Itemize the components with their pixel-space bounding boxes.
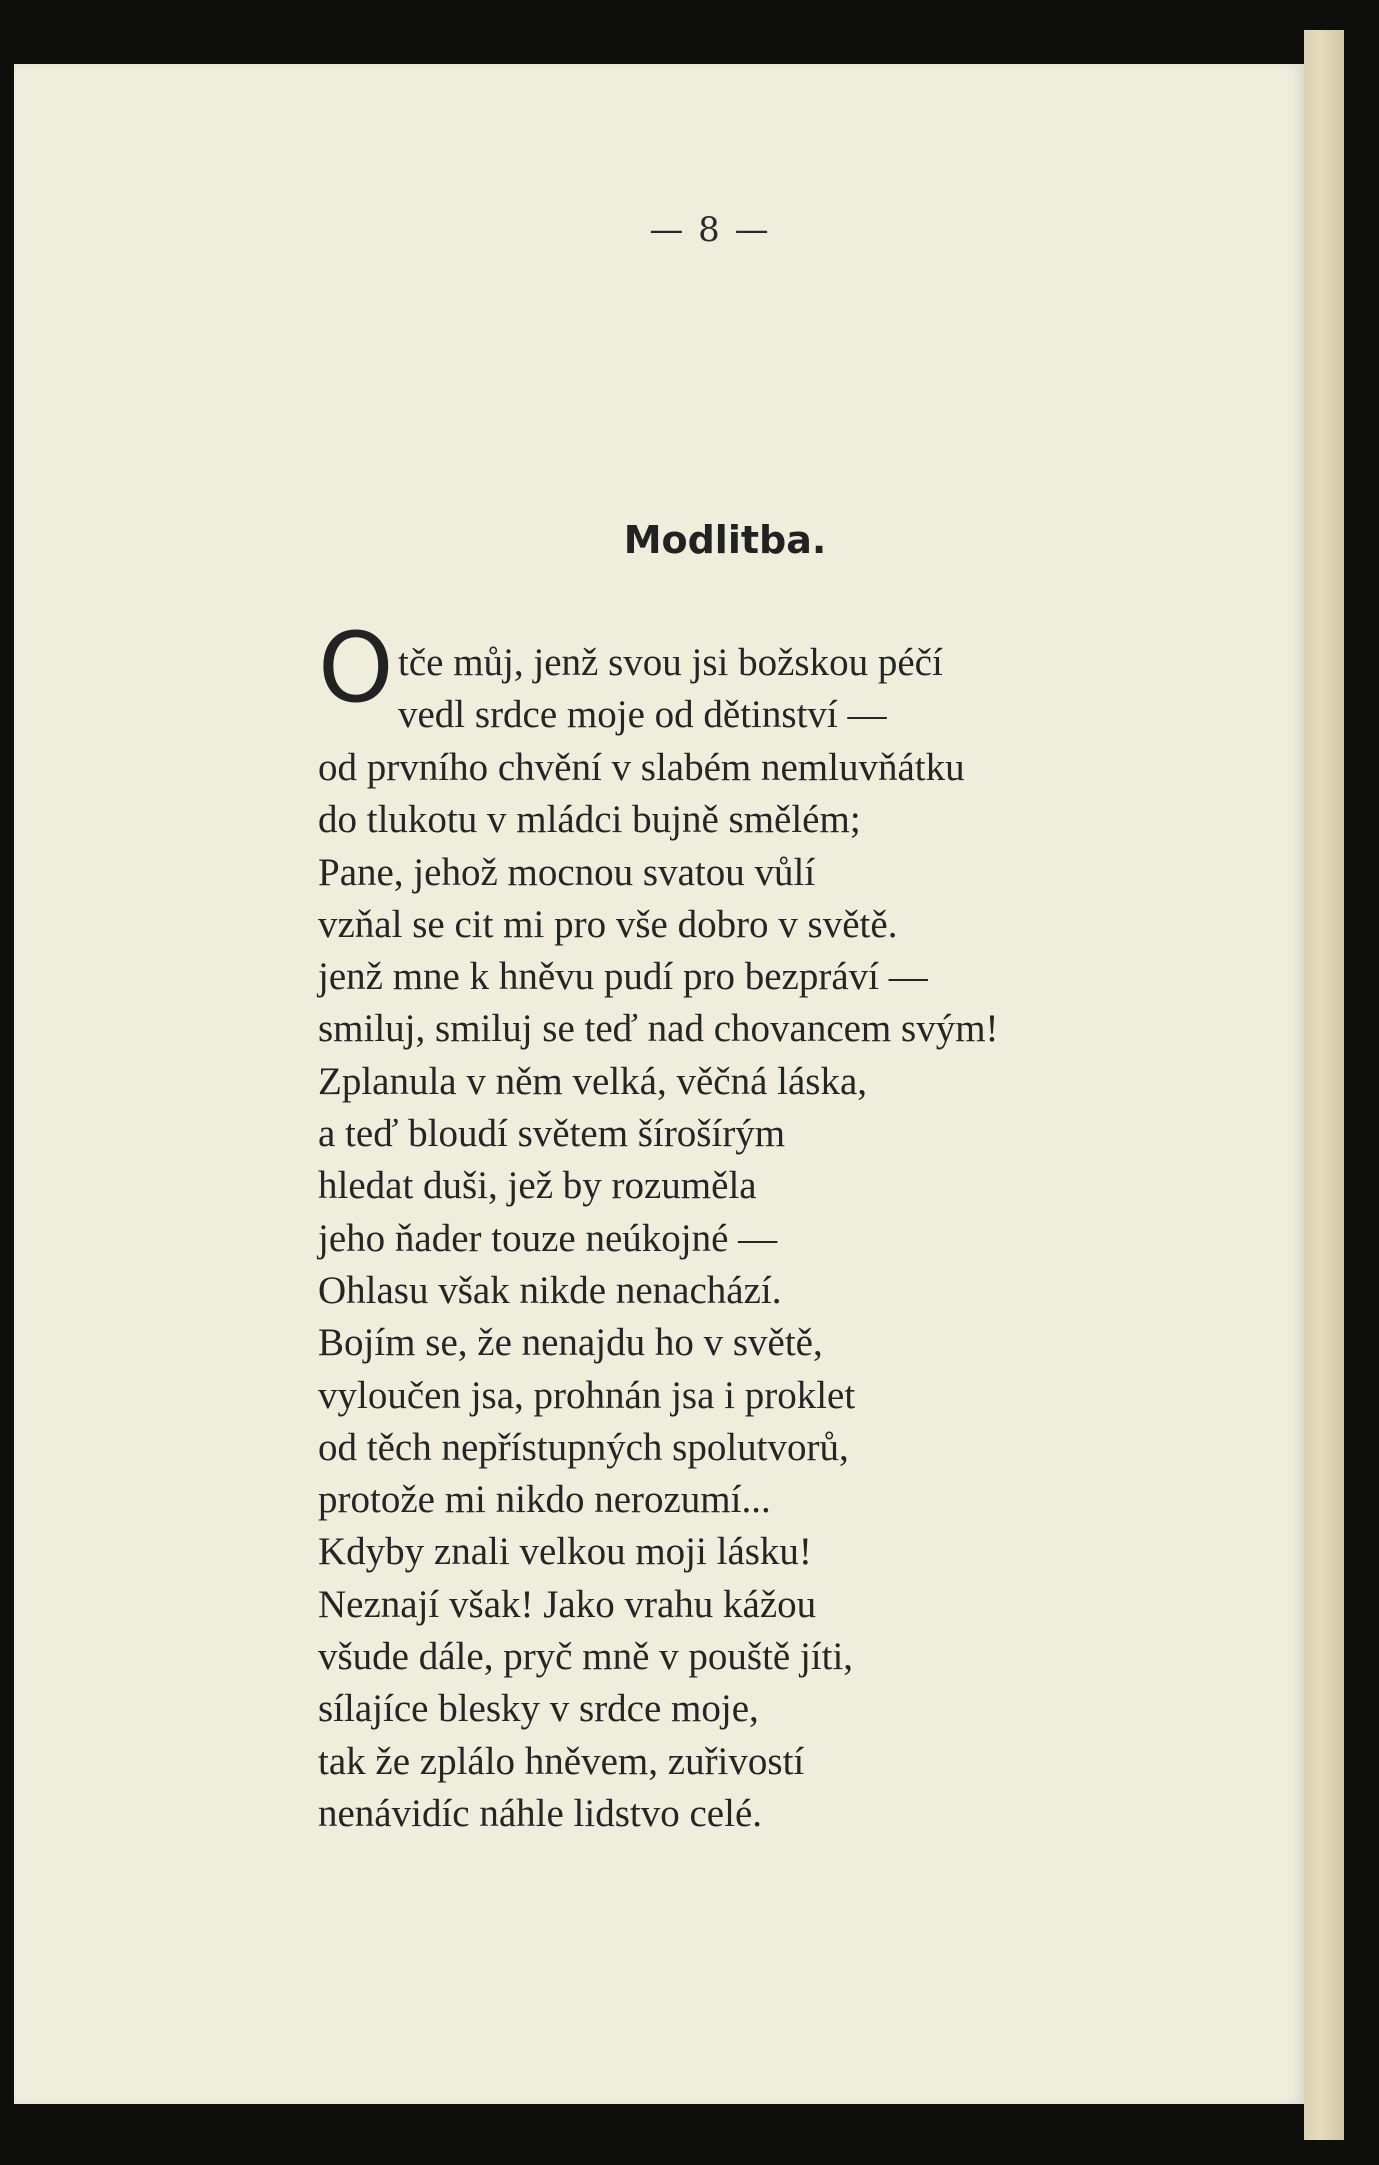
- scan-border: [1344, 0, 1379, 2165]
- poem-line: protože mi nikdo nerozumí...: [318, 1478, 771, 1522]
- poem-line: vyloučen jsa, prohnán jsa i proklet: [318, 1373, 856, 1417]
- poem-line: všude dále, pryč mně v pouště jíti,: [318, 1635, 854, 1679]
- poem-title: Modlitba.: [623, 518, 827, 562]
- poem-line: vedl srdce moje od dětinství —: [398, 693, 887, 737]
- drop-cap: O: [318, 612, 394, 724]
- poem-line: od prvního chvění v slabém nemluvňátku: [318, 746, 965, 789]
- poem-line: Kdyby znali velkou moji lásku!: [318, 1530, 812, 1574]
- poem-line: sílajíce blesky v srdce moje,: [318, 1687, 759, 1731]
- poem-line: hledat duši, jež by rozuměla: [318, 1164, 757, 1208]
- poem-line: tak že zplálo hněvem, zuřivostí: [318, 1739, 805, 1783]
- poem-opening-lines: [398, 637, 943, 742]
- poem-line: jeho ňader touze neúkojné —: [318, 1216, 778, 1260]
- poem-line: vzňal se cit mi pro vše dobro v světě.: [318, 902, 898, 946]
- page-number: — 8 —: [649, 210, 771, 250]
- poem-line: do tlukotu v mládci bujně smělém;: [318, 798, 861, 842]
- poem-line: Pane, jehož mocnou svatou vůlí: [318, 850, 816, 894]
- poem-body: [318, 742, 999, 1840]
- poem-line: Neznají však! Jako vrahu kážou: [318, 1582, 817, 1626]
- poem-line: tče můj, jenž svou jsi božskou péčí: [398, 641, 943, 684]
- next-page-edge: [1304, 30, 1344, 2140]
- poem-line: Bojím se, že nenajdu ho v světě,: [318, 1321, 823, 1365]
- poem-line: Zplanula v něm velká, věčná láska,: [318, 1059, 868, 1103]
- poem-line: jenž mne k hněvu pudí pro bezpráví —: [318, 955, 928, 999]
- poem-line: nenávidíc náhle lidstvo celé.: [318, 1791, 763, 1835]
- poem-line: od těch nepřístupných spolutvorů,: [318, 1425, 849, 1469]
- poem-line: Ohlasu však nikde nenachází.: [318, 1268, 782, 1312]
- poem-line: a teď bloudí světem šírošírým: [318, 1112, 786, 1156]
- poem-line: smiluj, smiluj se teď nad chovancem svým!: [318, 1007, 999, 1051]
